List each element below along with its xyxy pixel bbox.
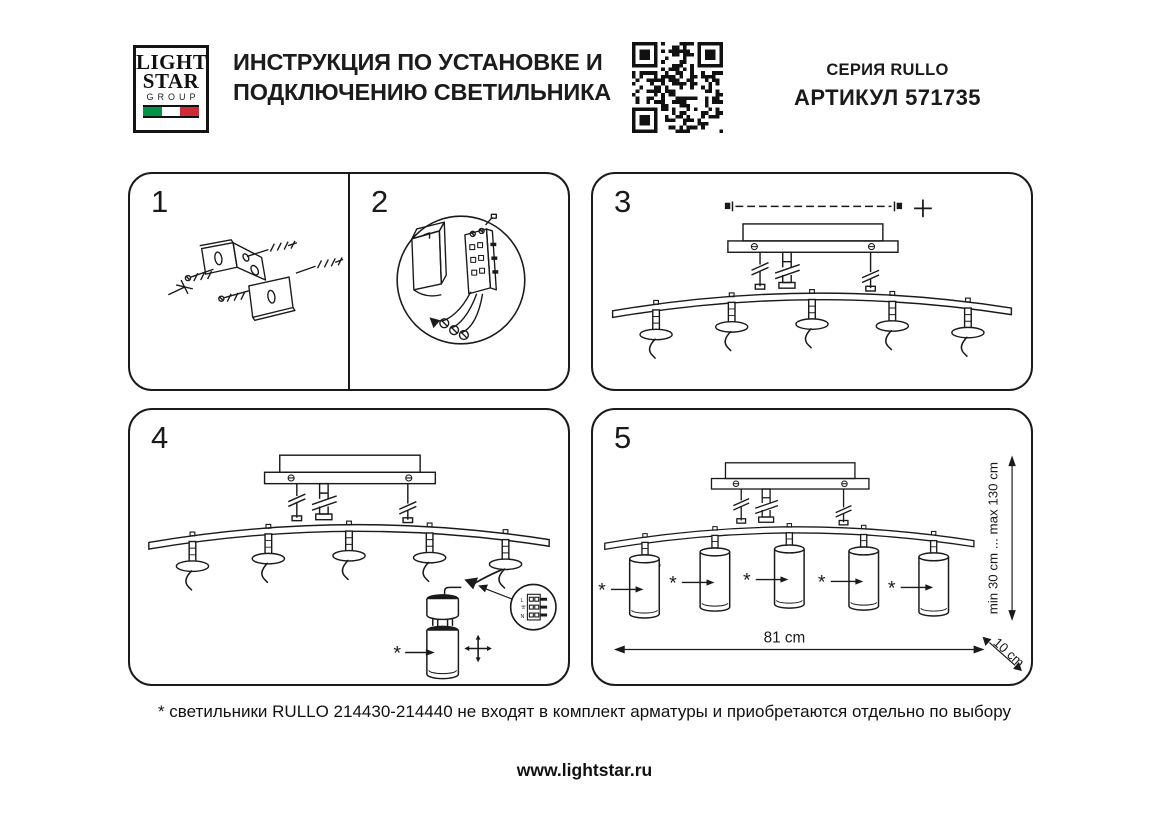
asterisk-marker: * <box>669 572 677 595</box>
asterisk-marker: * <box>887 577 896 600</box>
article-label: АРТИКУЛ 571735 <box>794 85 981 110</box>
dim-depth-label: 10 cm <box>990 634 1028 671</box>
step-3-figure <box>593 174 1031 389</box>
step-4-figure <box>130 410 568 684</box>
asterisk-marker: * <box>817 571 826 594</box>
step-5-figure <box>593 410 1031 684</box>
step-2-cell <box>348 174 568 389</box>
step-1-number: 1 <box>151 184 169 219</box>
italian-flag-icon <box>143 105 199 118</box>
asterisk-marker: * <box>598 579 606 602</box>
panel-step-5 <box>591 408 1033 686</box>
step-5-number: 5 <box>614 420 632 455</box>
page-title <box>233 47 611 107</box>
asterisk-marker: * <box>393 642 402 665</box>
panel-steps-1-2 <box>128 172 570 391</box>
asterisk-marker: * <box>743 569 751 592</box>
title-line-1: ИНСТРУКЦИЯ ПО УСТАНОВКЕ И <box>233 49 603 75</box>
dim-height-label: min 30 cm ... max 130 cm <box>985 462 1001 615</box>
footnote: * светильники RULLO 214430-214440 не входят в комплект арматуры и приобретаются отдельно по выбору <box>157 702 1012 721</box>
step-1-cell <box>130 174 348 389</box>
step-3-number: 3 <box>614 184 632 219</box>
panel-step-4 <box>128 408 570 686</box>
panel-step-3 <box>591 172 1033 391</box>
terminal-label-l: L <box>520 598 524 605</box>
dim-width-label: 81 cm <box>763 629 806 647</box>
step-4-number: 4 <box>151 420 169 455</box>
logo-text-group: GROUP <box>146 92 200 102</box>
terminal-label-n: N <box>520 613 525 620</box>
title-line-2: ПОДКЛЮЧЕНИЮ СВЕТИЛЬНИКА <box>233 79 611 105</box>
lightstar-logo <box>133 45 209 133</box>
logo-text-light: LIGHT <box>136 50 208 74</box>
logo-text-star: STAR <box>142 69 200 93</box>
step-2-number: 2 <box>371 184 389 219</box>
product-info <box>775 61 1000 111</box>
qr-code <box>632 42 723 133</box>
series-label: СЕРИЯ RULLO <box>826 61 949 79</box>
website-url: www.lightstar.ru <box>516 760 653 780</box>
